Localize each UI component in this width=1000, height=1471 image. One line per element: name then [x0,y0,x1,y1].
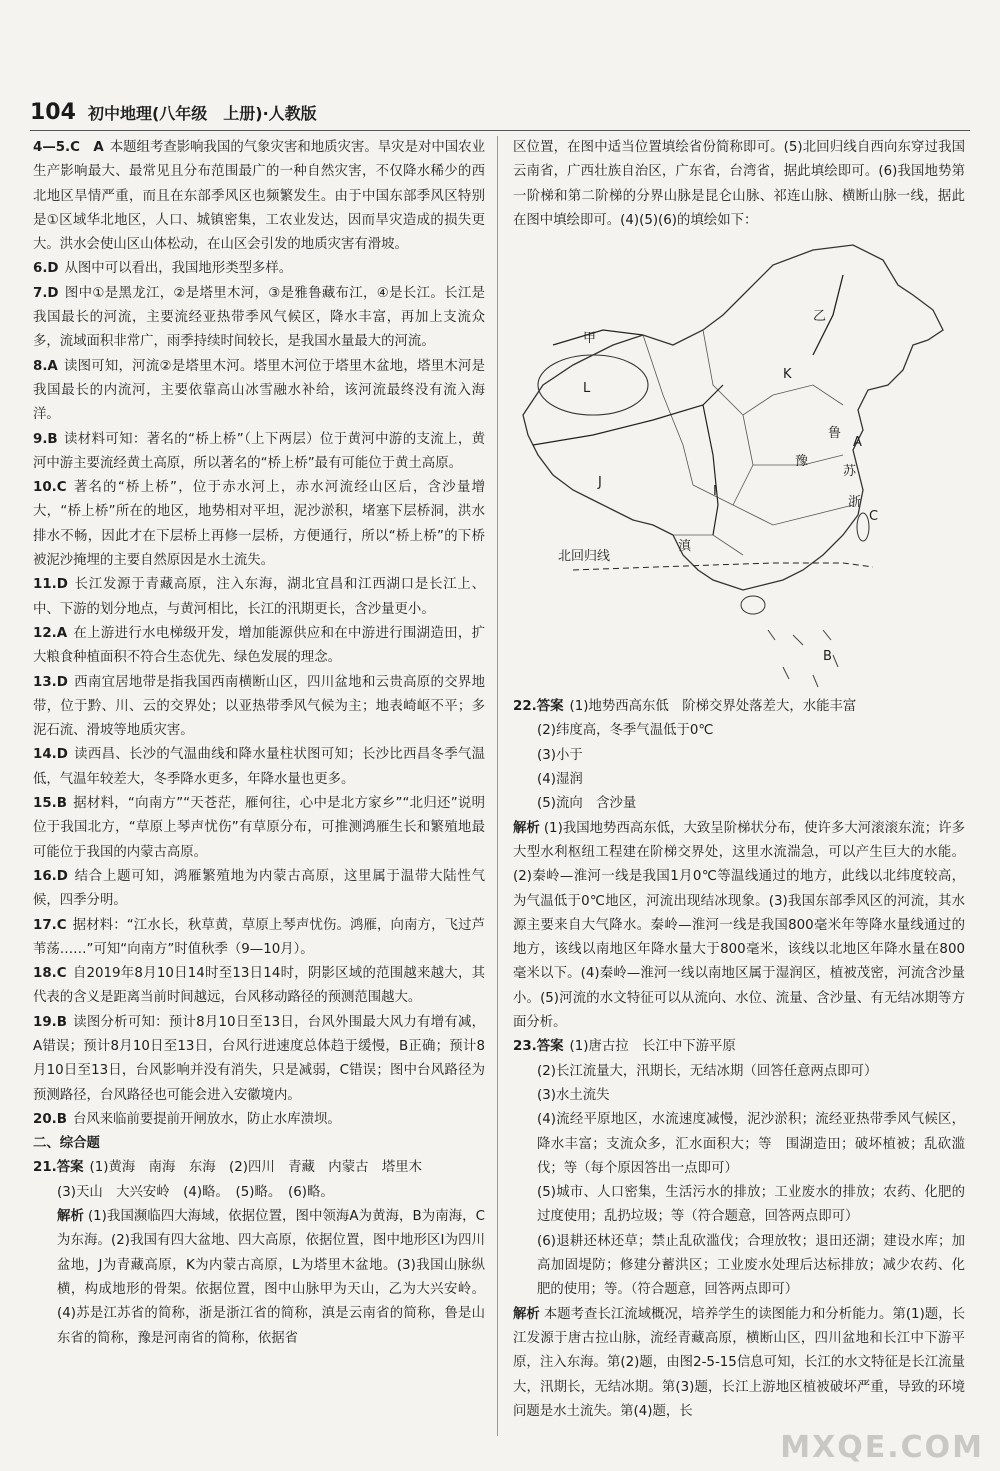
hainan-outline [741,596,765,614]
left-column [33,136,485,1351]
q22-answer-line: (2)纬度高，冬季气温低于0℃ [537,723,714,739]
q23-answer-line: (2)长江流量大，汛期长，无结冰期（回答任意两点即可） [537,1063,878,1079]
map-label-b: B [823,649,832,665]
map-label-yi: 乙 [813,309,827,325]
china-map-outline [513,235,965,695]
tropic-of-cancer-line [573,563,873,570]
page-number: 104 [30,99,76,125]
q21-answer: 21.答案 (1)黄海 南海 东海 (2)四川 青藏 内蒙古 塔里木 [33,1160,423,1176]
map-label-yu: 豫 [795,454,809,470]
answer-item: 12.A 在上游进行水电梯级开发，增加能源供应和在中游进行围湖造田，扩大粮食种植面积不符合生态优先、绿色发展的理念。 [33,625,485,666]
answer-item: 15.B 据材料，“向南方”“天苍茫，雁何往，心中是北方家乡”“北归还”说明位于我国北方，“草原上琴声忧伤”有草原分布，可推测鸿雁生长和繁殖地最可能位于我国的内蒙古高原。 [33,796,485,860]
q22-answer-line: (4)湿润 [537,772,583,788]
terrain-step-boundary [533,385,723,535]
q22-analysis: 解析 (1)我国地势西高东低，大致呈阶梯状分布，使许多大河滚滚东流；许多大型水利枢纽工程建在阶梯交界处，这里水流湍急，可以产生巨大的水能。(2)秦岭—淮河一线是我国1月0℃等温线通过的地方，此线以北纬度较高，为气温低于0℃地区，河流出现结冰现象。(3)我国东部季风区的河流，其水源主要来自大气降水。秦岭—淮河一线是我国800毫米年等降水量线通过的地方，该线以南地区年降水量大于800毫米，该线以北地区年降水量在800毫米以下。(4)秦岭—淮河一线以南地区属于湿润区，植被茂密，河流含沙量小。(5)河流的水文特征可以从流向、水位、流量、含沙量、有无结冰期等方面分析。 [513,820,966,1031]
map-label-tropic: 北回归线 [558,549,611,565]
tarim-basin-outline [538,355,648,415]
country-border [523,245,943,590]
q23-analysis: 解析 本题考查长江流域概况，培养学生的读图能力和分析能力。第(1)题，长江发源于唐古拉山脉，流经青藏高原，横断山区，四川盆地和长江中下游平原，注入东海。第(2)题，由图2-5-15信息可知，长江的水文特征是长江流量大，汛期长，无结冰期。第(3)题，长江上游地区植被破坏严重，导致的环境问题是水土流失。第(4)题，长 [513,1306,966,1419]
answer-item: 8.A 读图可知，河流②是塔里木河。塔里木河位于塔里木盆地，塔里木河是我国最长的内流河，主要依靠高山冰雪融水补给，该河流最终没有流入海洋。 [33,358,485,423]
q21-analysis-continued: 区位置，在图中适当位置填绘省份简称即可。(5)北回归线自西向东穿过我国云南省，广西壮族自治区，广东省，台湾省，据此填绘即可。(6)我国地势第一阶梯和第二阶梯的分界山脉是昆仑山脉、祁连山脉、横断山脉一线，据此在图中填绘即可。(4)(5)(6)的填绘如下： [513,140,965,228]
map-label-c: C [869,509,879,525]
tianshan-line [553,330,643,345]
map-label-dian: 滇 [678,539,692,555]
answer-item: 10.C 著名的“桥上桥”，位于赤水河上，赤水河流经山区后，含沙量增大，“桥上桥”所在的地区，地势相对平坦，泥沙淤积，堵塞下层桥洞，洪水排水不畅，因此才在下层桥上再修一层桥，方便通行，所以“桥上桥”的下桥被泥沙掩埋的主要自然原因是水土流失。 [33,480,485,569]
map-label-i: I [713,484,717,500]
page-header [30,96,317,128]
q21-analysis: 解析 (1)我国濒临四大海域，依据位置，图中领海A为黄海，B为南海，C为东海。(2)我国有四大盆地、四大高原，依据位置，图中地形区I为四川盆地，J为青藏高原，K为内蒙古高原，L为塔里木盆地。(3)我国山脉纵横，构成地形的骨架。依据位置，图中山脉甲为天山，乙为大兴安岭。(4)苏是江苏省的简称，浙是浙江省的简称，滇是云南省的简称，鲁是山东省的简称，豫是河南省的简称，依据省 [57,1209,485,1346]
watermark: MXQE.COM [780,1430,984,1465]
answer-item: 14.D 读西昌、长沙的气温曲线和降水量柱状图可知；长沙比西昌冬季气温低，气温年较差大，冬季降水更多，年降水量也更多。 [33,747,485,787]
q23-answer-line: (5)城市、人口密集，生活污水的排放；工业废水的排放；农药、化肥的过度使用；乱扔垃圾；等（符合题意，回答两点即可） [537,1185,965,1225]
header-rule [30,130,970,131]
map-label-zhe: 浙 [848,495,862,511]
answer-item: 4—5.C A 本题组考查影响我国的气象灾害和地质灾害。旱灾是对中国农业生产影响最大、最常见且分布范围最广的一种自然灾害，不仅降水稀少的西北地区旱情严重，而且在东部季风区也频繁发生。由于中国东部季风区特别是①区域华北地区，人口、城镇密集，工农业发达，因而旱灾造成的损失更大。洪水会使山区山体松动，在山区会引发的地质灾害有滑坡。 [33,140,485,253]
answer-item: 7.D 图中①是黑龙江，②是塔里木河，③是雅鲁藏布江，④是长江。长江是我国最长的河流，主要流经亚热带季风气候区，降水丰富，再加上支流众多，流域面积非常广，雨季持续时间较长，是我国水量最大的河流。 [33,285,485,350]
answer-item: 16.D 结合上题可知，鸿雁繁殖地为内蒙古高原，这里属于温带大陆性气候，四季分明。 [33,868,485,909]
answer-item: 18.C 自2019年8月10日14时至13日14时，阴影区域的范围越来越大，其代表的含义是距离当前时间越远，台风移动路径的预测范围越大。 [33,966,485,1006]
right-column [513,136,965,1424]
q23-answer-line: (6)退耕还林还草；禁止乱砍滥伐；合理放牧；退田还湖；建设水库；加高加固堤防；修建分蓄洪区；工业废水处理后达标排放；减少农药、化肥的使用；等。（符合题意，回答两点即可） [537,1233,965,1298]
map-label-su: 苏 [843,464,857,480]
column-divider [497,136,498,1436]
q21-answer-line2: (3)天山 大兴安岭 (4)略。 (5)略。 (6)略。 [57,1184,334,1200]
china-map [513,235,965,695]
section-title: 二、综合题 [33,1136,100,1152]
answer-item: 17.C 据材料：“江水长，秋草黄，草原上琴声忧伤。鸿雁，向南方，飞过芦苇荡……”可知“向南方”时值秋季（9—10月）。 [33,917,485,957]
taiwan-outline [857,513,869,541]
map-label-j: J [598,475,602,491]
map-label-lu: 鲁 [828,426,842,442]
book-title: 初中地理(八年级 上册)·人教版 [87,103,317,123]
answer-item: 20.B 台风来临前要提前开闸放水，防止水库溃坝。 [33,1111,341,1127]
province-borders [643,330,853,555]
q23-answer-line: (3)水土流失 [537,1087,610,1103]
answer-item: 11.D 长江发源于青藏高原，注入东海，湖北宜昌和江西湖口是长江上、中、下游的划分地点，与黄河相比，长江的汛期更长，含沙量更小。 [33,577,485,617]
q23-answer: 23.答案 (1)唐古拉 长江中下游平原 [513,1039,736,1055]
answer-item: 19.B 读图分析可知：预计8月10日至13日，台风外围最大风力有增有减，A错误；预计8月10日至13日，台风行进速度总体趋于缓慢，B正确；预计8月10日至13日，台风影响并没有消失，只是减弱，C错误；图中台风路径为预测路径，台风路径也可能会进入安徽境内。 [33,1014,485,1103]
q22-answer: 22.答案 (1)地势西高东低 阶梯交界处落差大，水能丰富 [513,699,857,715]
map-label-a: A [853,435,862,451]
map-label-k: K [783,367,792,383]
map-label-l: L [583,381,591,397]
answer-item: 6.D 从图中可以看出，我国地形类型多样。 [33,261,293,277]
answer-item: 9.B 读材料可知：著名的“桥上桥”（上下两层）位于黄河中游的支流上，黄河中游主要流经黄土高原，所以著名的“桥上桥”最有可能位于黄土高原。 [33,431,485,471]
q22-answer-line: (5)流向 含沙量 [537,796,637,812]
map-label-jia: 甲 [583,331,597,347]
q23-answer-line: (4)流经平原地区，水流速度减慢，泥沙淤积；流经亚热带季风气候区，降水丰富；支流众多，汇水面积大；等 围湖造田；破坏植被；乱砍滥伐；等（每个原因答出一点即可） [537,1112,965,1176]
q22-answer-line: (3)小于 [537,747,583,763]
answer-item: 13.D 西南宜居地带是指我国西南横断山区，四川盆地和云贵高原的交界地带，位于黔、川、云的交界处；以亚热带季风气候为主；地表崎岖不平；多泥石流、滑坡等地质灾害。 [33,674,485,739]
